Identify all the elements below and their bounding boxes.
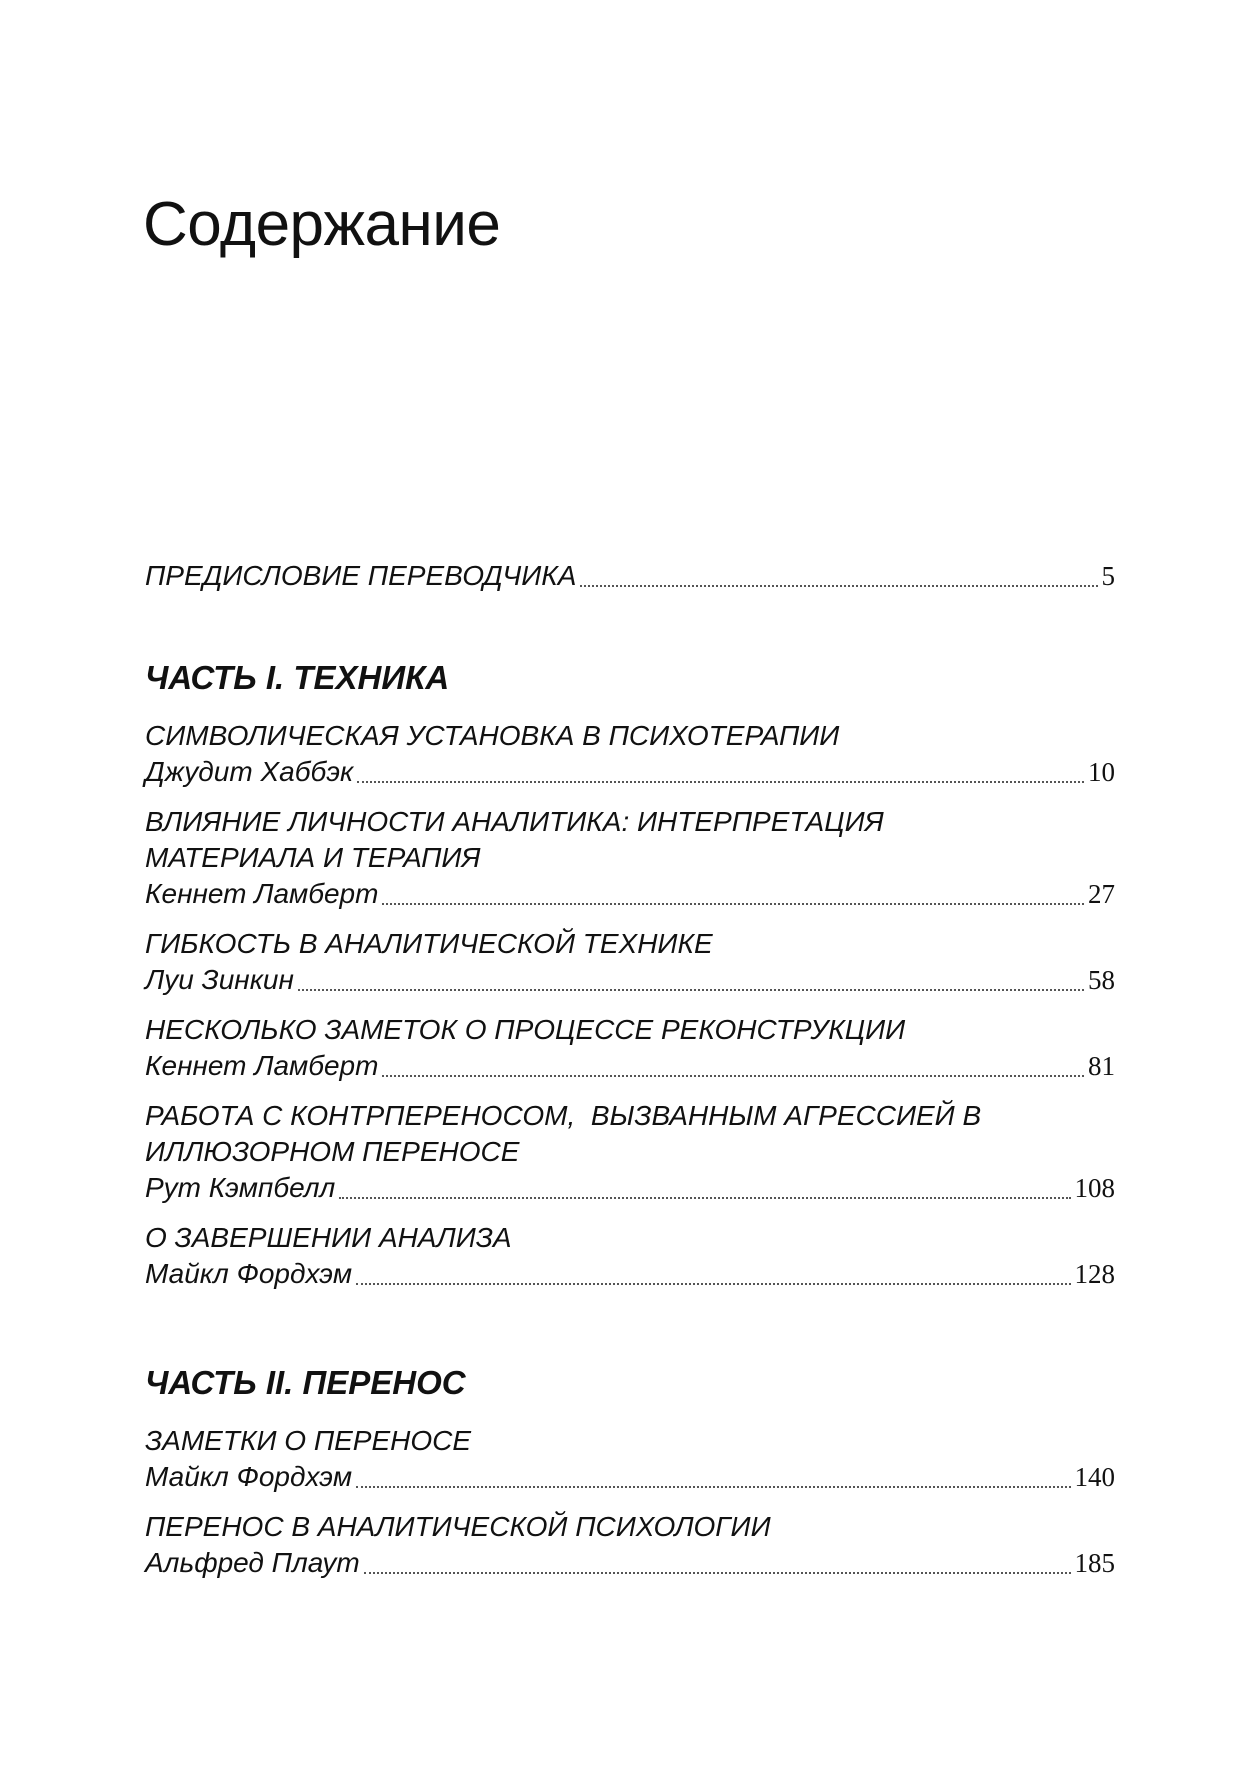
toc-entry[interactable]	[145, 1423, 1115, 1495]
dot-leader	[382, 1075, 1084, 1077]
entry-author: Майкл Фордхэм	[145, 1461, 353, 1492]
entry-title: ЗАМЕТКИ О ПЕРЕНОСЕ	[145, 1425, 472, 1456]
entry-title: О ЗАВЕРШЕНИИ АНАЛИЗА	[145, 1222, 512, 1253]
dot-leader	[580, 585, 1097, 587]
author-line	[145, 1048, 1115, 1084]
dot-leader	[298, 989, 1084, 991]
dot-leader	[382, 903, 1084, 905]
toc-entry[interactable]	[145, 718, 1115, 790]
part-heading: ЧАСТЬ II. ПЕРЕНОС	[145, 1364, 466, 1401]
page-number: 5	[1101, 561, 1115, 591]
page-number: 108	[1074, 1173, 1115, 1203]
entry-title: НЕСКОЛЬКО ЗАМЕТОК О ПРОЦЕССЕ РЕКОНСТРУКЦИИ	[145, 1014, 906, 1045]
dot-leader	[356, 1486, 1070, 1488]
entry-title: ПЕРЕНОС В АНАЛИТИЧЕСКОЙ ПСИХОЛОГИИ	[145, 1511, 771, 1542]
entry-author: Альфред Плаут	[145, 1547, 360, 1578]
dot-leader	[364, 1572, 1071, 1574]
author-line	[145, 876, 1115, 912]
entry-author: Майкл Фордхэм	[145, 1258, 353, 1289]
toc-entry-preface[interactable]	[145, 558, 1115, 594]
page-number: 27	[1088, 879, 1115, 909]
author-line	[145, 754, 1115, 790]
toc-entry[interactable]	[145, 1098, 1115, 1206]
page-number: 140	[1074, 1462, 1115, 1492]
author-line	[145, 1459, 1115, 1495]
page-number: 185	[1074, 1548, 1115, 1578]
author-line	[145, 962, 1115, 998]
entry-author: Рут Кэмпбелл	[145, 1172, 336, 1203]
entry-title: ГИБКОСТЬ В АНАЛИТИЧЕСКОЙ ТЕХНИКЕ	[145, 928, 713, 959]
page-number: 58	[1088, 965, 1115, 995]
entry-author: Луи Зинкин	[145, 964, 294, 995]
part-heading: ЧАСТЬ I. ТЕХНИКА	[145, 659, 450, 696]
author-line	[145, 1256, 1115, 1292]
toc-entry[interactable]	[145, 804, 1115, 912]
author-line	[145, 1170, 1115, 1206]
entry-author: Кеннет Ламберт	[145, 1050, 379, 1081]
toc-entry[interactable]	[145, 1012, 1115, 1084]
entry-author: Джудит Хаббэк	[145, 756, 354, 787]
toc-entry[interactable]	[145, 1509, 1115, 1581]
entry-author: Кеннет Ламберт	[145, 878, 379, 909]
preface-label: ПРЕДИСЛОВИЕ ПЕРЕВОДЧИКА	[145, 560, 577, 591]
toc-entry[interactable]	[145, 926, 1115, 998]
page-title: Содержание	[143, 189, 501, 259]
dot-leader	[339, 1197, 1070, 1199]
dot-leader	[356, 1283, 1070, 1285]
entry-title: РАБОТА С КОНТРПЕРЕНОСОМ, ВЫЗВАННЫМ АГРЕССИЕЙ В ИЛЛЮЗОРНОМ ПЕРЕНОСЕ	[145, 1100, 982, 1167]
entry-title: ВЛИЯНИЕ ЛИЧНОСТИ АНАЛИТИКА: ИНТЕРПРЕТАЦИЯ МАТЕРИАЛА И ТЕРАПИЯ	[145, 806, 884, 873]
dot-leader	[357, 781, 1084, 783]
toc-entry[interactable]	[145, 1220, 1115, 1292]
page-number: 128	[1074, 1259, 1115, 1289]
page-number: 81	[1088, 1051, 1115, 1081]
page-number: 10	[1088, 757, 1115, 787]
table-of-contents	[145, 558, 1115, 1581]
entry-title: СИМВОЛИЧЕСКАЯ УСТАНОВКА В ПСИХОТЕРАПИИ	[145, 720, 840, 751]
author-line	[145, 1545, 1115, 1581]
